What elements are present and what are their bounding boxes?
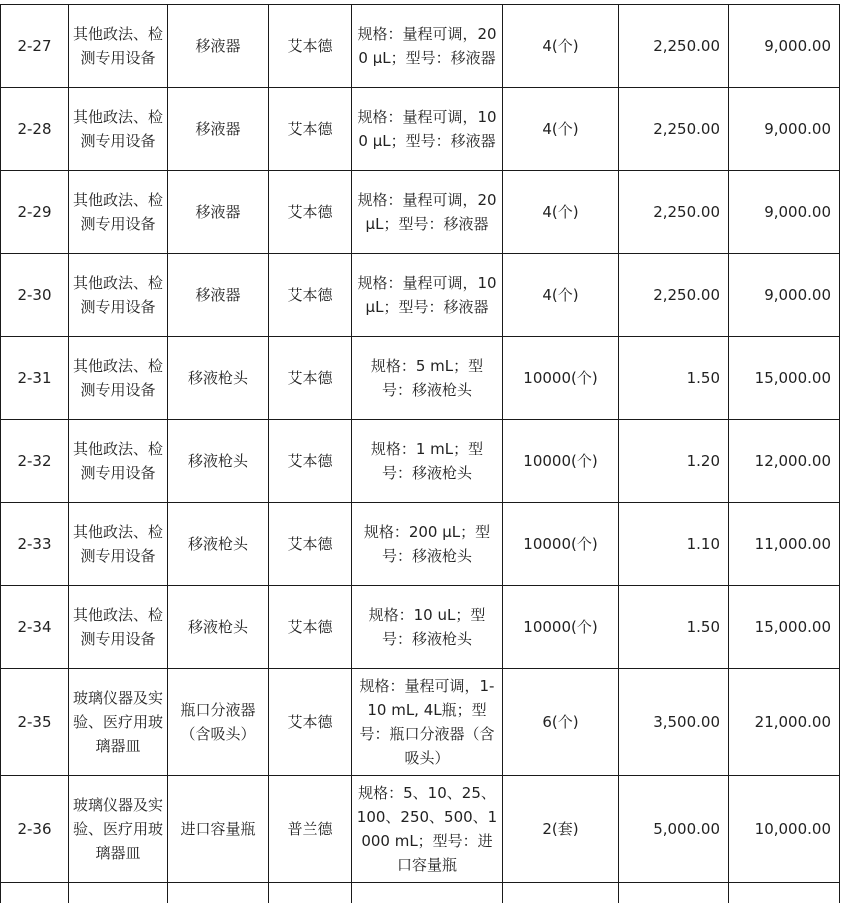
- table-row: [1, 420, 840, 503]
- cell-brand: 艾本德: [269, 88, 352, 171]
- cell-item-no: 2-33: [1, 503, 69, 586]
- table-row: [1, 776, 840, 883]
- cell-spec: 规格：量程可调，100 μL；型号：移液器: [352, 88, 503, 171]
- empty-cell: [352, 883, 503, 903]
- cell-spec: 规格：10 uL；型号：移液枪头: [352, 586, 503, 669]
- cell-quantity: 4(个): [503, 5, 619, 88]
- cell-category: 其他政法、检测专用设备: [69, 503, 168, 586]
- cell-quantity: 10000(个): [503, 337, 619, 420]
- table-row: [1, 5, 840, 88]
- cell-brand: 普兰德: [269, 776, 352, 883]
- cell-brand: 艾本德: [269, 586, 352, 669]
- cell-category: 玻璃仪器及实验、医疗用玻璃器皿: [69, 776, 168, 883]
- cell-brand: 艾本德: [269, 5, 352, 88]
- cell-total: 9,000.00: [729, 171, 840, 254]
- cell-item-no: 2-27: [1, 5, 69, 88]
- table-row: [1, 88, 840, 171]
- table-row: [1, 337, 840, 420]
- cell-spec: 规格：200 μL；型号：移液枪头: [352, 503, 503, 586]
- cell-unit-price: 5,000.00: [619, 776, 729, 883]
- cell-unit-price: 1.10: [619, 503, 729, 586]
- cell-item-no: 2-34: [1, 586, 69, 669]
- cell-brand: 艾本德: [269, 669, 352, 776]
- cell-item-no: 2-28: [1, 88, 69, 171]
- cell-item-no: 2-35: [1, 669, 69, 776]
- cell-total: 10,000.00: [729, 776, 840, 883]
- cell-unit-price: 2,250.00: [619, 171, 729, 254]
- cell-product-name: 进口容量瓶: [168, 776, 269, 883]
- cell-item-no: 2-31: [1, 337, 69, 420]
- cell-total: 12,000.00: [729, 420, 840, 503]
- cell-category: 其他政法、检测专用设备: [69, 254, 168, 337]
- cell-product-name: 移液枪头: [168, 337, 269, 420]
- empty-cell: [69, 883, 168, 903]
- cell-quantity: 4(个): [503, 254, 619, 337]
- cell-category: 玻璃仪器及实验、医疗用玻璃器皿: [69, 669, 168, 776]
- table-row: [1, 586, 840, 669]
- cell-total: 15,000.00: [729, 337, 840, 420]
- cell-quantity: 10000(个): [503, 503, 619, 586]
- cell-total: 9,000.00: [729, 88, 840, 171]
- cell-spec: 规格：1 mL；型号：移液枪头: [352, 420, 503, 503]
- cell-unit-price: 1.50: [619, 586, 729, 669]
- cell-unit-price: 2,250.00: [619, 5, 729, 88]
- empty-cell: [619, 883, 729, 903]
- cell-quantity: 10000(个): [503, 420, 619, 503]
- table-row: [1, 254, 840, 337]
- cell-quantity: 2(套): [503, 776, 619, 883]
- cell-unit-price: 1.20: [619, 420, 729, 503]
- cell-category: 其他政法、检测专用设备: [69, 5, 168, 88]
- cell-total: 9,000.00: [729, 5, 840, 88]
- cell-product-name: 移液枪头: [168, 420, 269, 503]
- cell-quantity: 4(个): [503, 171, 619, 254]
- cell-unit-price: 3,500.00: [619, 669, 729, 776]
- cell-quantity: 6(个): [503, 669, 619, 776]
- cell-brand: 艾本德: [269, 254, 352, 337]
- cell-brand: 艾本德: [269, 420, 352, 503]
- cell-spec: 规格：5、10、25、100、250、500、1000 mL；型号：进口容量瓶: [352, 776, 503, 883]
- table-row: [1, 503, 840, 586]
- cell-spec: 规格：量程可调，200 μL；型号：移液器: [352, 5, 503, 88]
- procurement-table: [0, 4, 840, 903]
- table-row-partial: [1, 883, 840, 903]
- cell-item-no: 2-36: [1, 776, 69, 883]
- cell-product-name: 瓶口分液器（含吸头）: [168, 669, 269, 776]
- cell-product-name: 移液器: [168, 254, 269, 337]
- cell-category: 其他政法、检测专用设备: [69, 337, 168, 420]
- cell-unit-price: 1.50: [619, 337, 729, 420]
- cell-total: 21,000.00: [729, 669, 840, 776]
- cell-category: 其他政法、检测专用设备: [69, 88, 168, 171]
- cell-product-name: 移液器: [168, 5, 269, 88]
- cell-category: 其他政法、检测专用设备: [69, 420, 168, 503]
- cell-spec: 规格：量程可调，10 μL；型号：移液器: [352, 254, 503, 337]
- cell-product-name: 移液枪头: [168, 503, 269, 586]
- empty-cell: [269, 883, 352, 903]
- empty-cell: [168, 883, 269, 903]
- cell-brand: 艾本德: [269, 171, 352, 254]
- cell-brand: 艾本德: [269, 503, 352, 586]
- cell-item-no: 2-29: [1, 171, 69, 254]
- cell-category: 其他政法、检测专用设备: [69, 586, 168, 669]
- cell-item-no: 2-30: [1, 254, 69, 337]
- cell-product-name: 移液枪头: [168, 586, 269, 669]
- empty-cell: [1, 883, 69, 903]
- table-row: [1, 171, 840, 254]
- empty-cell: [729, 883, 840, 903]
- cell-product-name: 移液器: [168, 88, 269, 171]
- cell-total: 15,000.00: [729, 586, 840, 669]
- cell-category: 其他政法、检测专用设备: [69, 171, 168, 254]
- cell-quantity: 4(个): [503, 88, 619, 171]
- cell-product-name: 移液器: [168, 171, 269, 254]
- cell-spec: 规格：量程可调，20 μL；型号：移液器: [352, 171, 503, 254]
- cell-quantity: 10000(个): [503, 586, 619, 669]
- table-row: [1, 669, 840, 776]
- empty-cell: [503, 883, 619, 903]
- cell-total: 11,000.00: [729, 503, 840, 586]
- cell-total: 9,000.00: [729, 254, 840, 337]
- cell-brand: 艾本德: [269, 337, 352, 420]
- cell-unit-price: 2,250.00: [619, 254, 729, 337]
- cell-unit-price: 2,250.00: [619, 88, 729, 171]
- cell-spec: 规格：5 mL；型号：移液枪头: [352, 337, 503, 420]
- cell-spec: 规格：量程可调，1-10 mL, 4L瓶；型号：瓶口分液器（含吸头）: [352, 669, 503, 776]
- cell-item-no: 2-32: [1, 420, 69, 503]
